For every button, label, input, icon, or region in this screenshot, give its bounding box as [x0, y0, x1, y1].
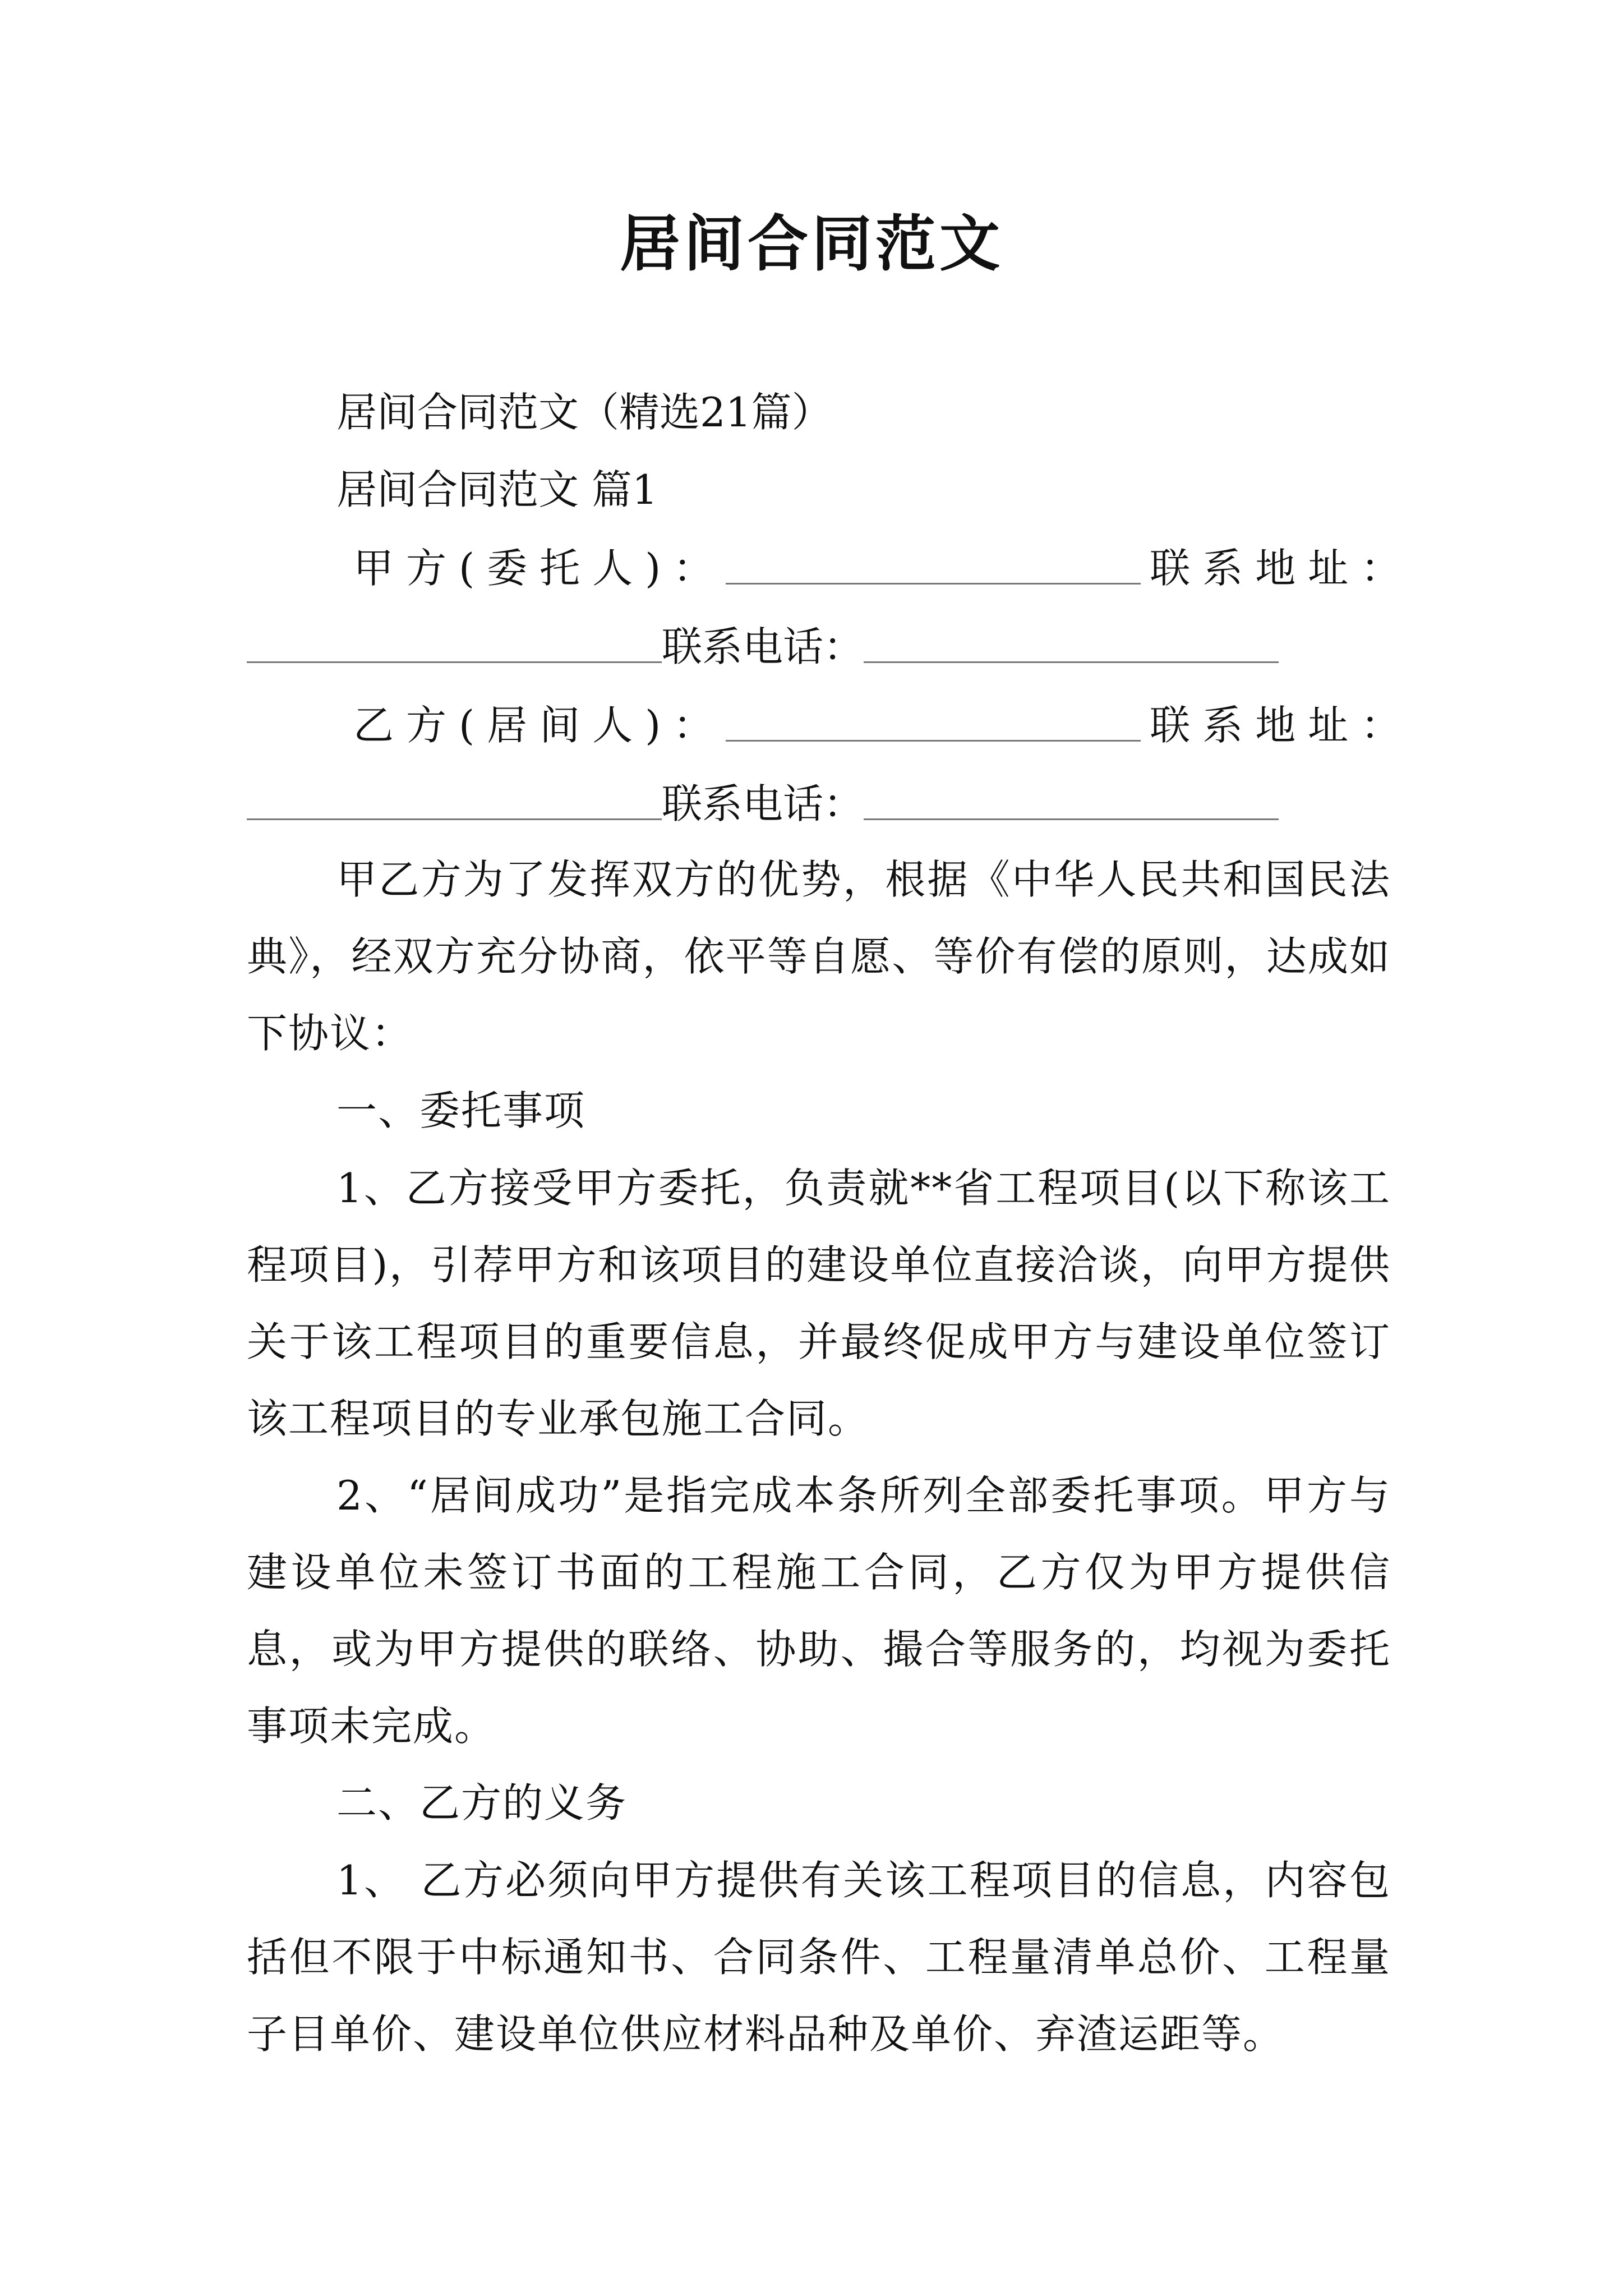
party-a-name-blank[interactable]: [726, 544, 1141, 585]
clause-heading-2: 二、乙方的义务: [336, 1779, 628, 1826]
party-b-label: 乙方(居间人)：: [353, 702, 726, 749]
clause-heading-1: 一、委托事项: [336, 1087, 586, 1134]
clause-1-item-2: 2、“居间成功”是指完成本条所列全部委托事项。甲方与建设单位未签订书面的工程施工合同，乙方仅为甲方提供信息，或为甲方提供的联络、协助、撮合等服务的，均视为委托事项未完成。: [247, 1472, 1391, 1750]
clause-1-item-1: 1、乙方接受甲方委托，负责就**省工程项目(以下称该工程项目)，引荐甲方和该项目的建设单位直接洽谈，向甲方提供关于该工程项目的重要信息，并最终促成甲方与建设单位签订该工程项目的专业承包施工合同。: [247, 1165, 1391, 1442]
party-a-label: 甲方(委托人)：: [353, 545, 726, 592]
party-a-phone-label: 联系电话：: [662, 623, 864, 670]
section-heading: 居间合同范文 篇1: [336, 466, 658, 513]
party-a-contact-row: [247, 616, 1391, 678]
party-b-contact-row: [247, 773, 1391, 835]
party-b-phone-label: 联系电话：: [662, 780, 864, 827]
preamble-paragraph: 甲乙方为了发挥双方的优势，根据《中华人民共和国民法典》，经双方充分协商，依平等自愿、等价有偿的原则，达成如下协议：: [247, 856, 1391, 1057]
party-a-phone-blank[interactable]: [864, 622, 1279, 663]
party-b-address-blank[interactable]: [247, 779, 662, 820]
party-a-address-blank[interactable]: [247, 622, 662, 663]
party-a-address-label: 联系地址：: [1150, 545, 1414, 592]
party-a-row: [247, 537, 1414, 599]
party-b-name-blank[interactable]: [726, 701, 1141, 742]
party-b-row: [247, 694, 1414, 756]
document-title: 居间合同范文: [619, 209, 1003, 279]
party-b-address-label: 联系地址：: [1150, 702, 1414, 749]
clause-2-item-1: 1、 乙方必须向甲方提供有关该工程项目的信息，内容包括但不限于中标通知书、合同条件、工程量清单总价、工程量子目单价、建设单位供应材料品种及单价、弃渣运距等。: [247, 1857, 1391, 2058]
document-subtitle: 居间合同范文（精选21篇）: [336, 389, 832, 436]
party-b-phone-blank[interactable]: [864, 779, 1279, 820]
